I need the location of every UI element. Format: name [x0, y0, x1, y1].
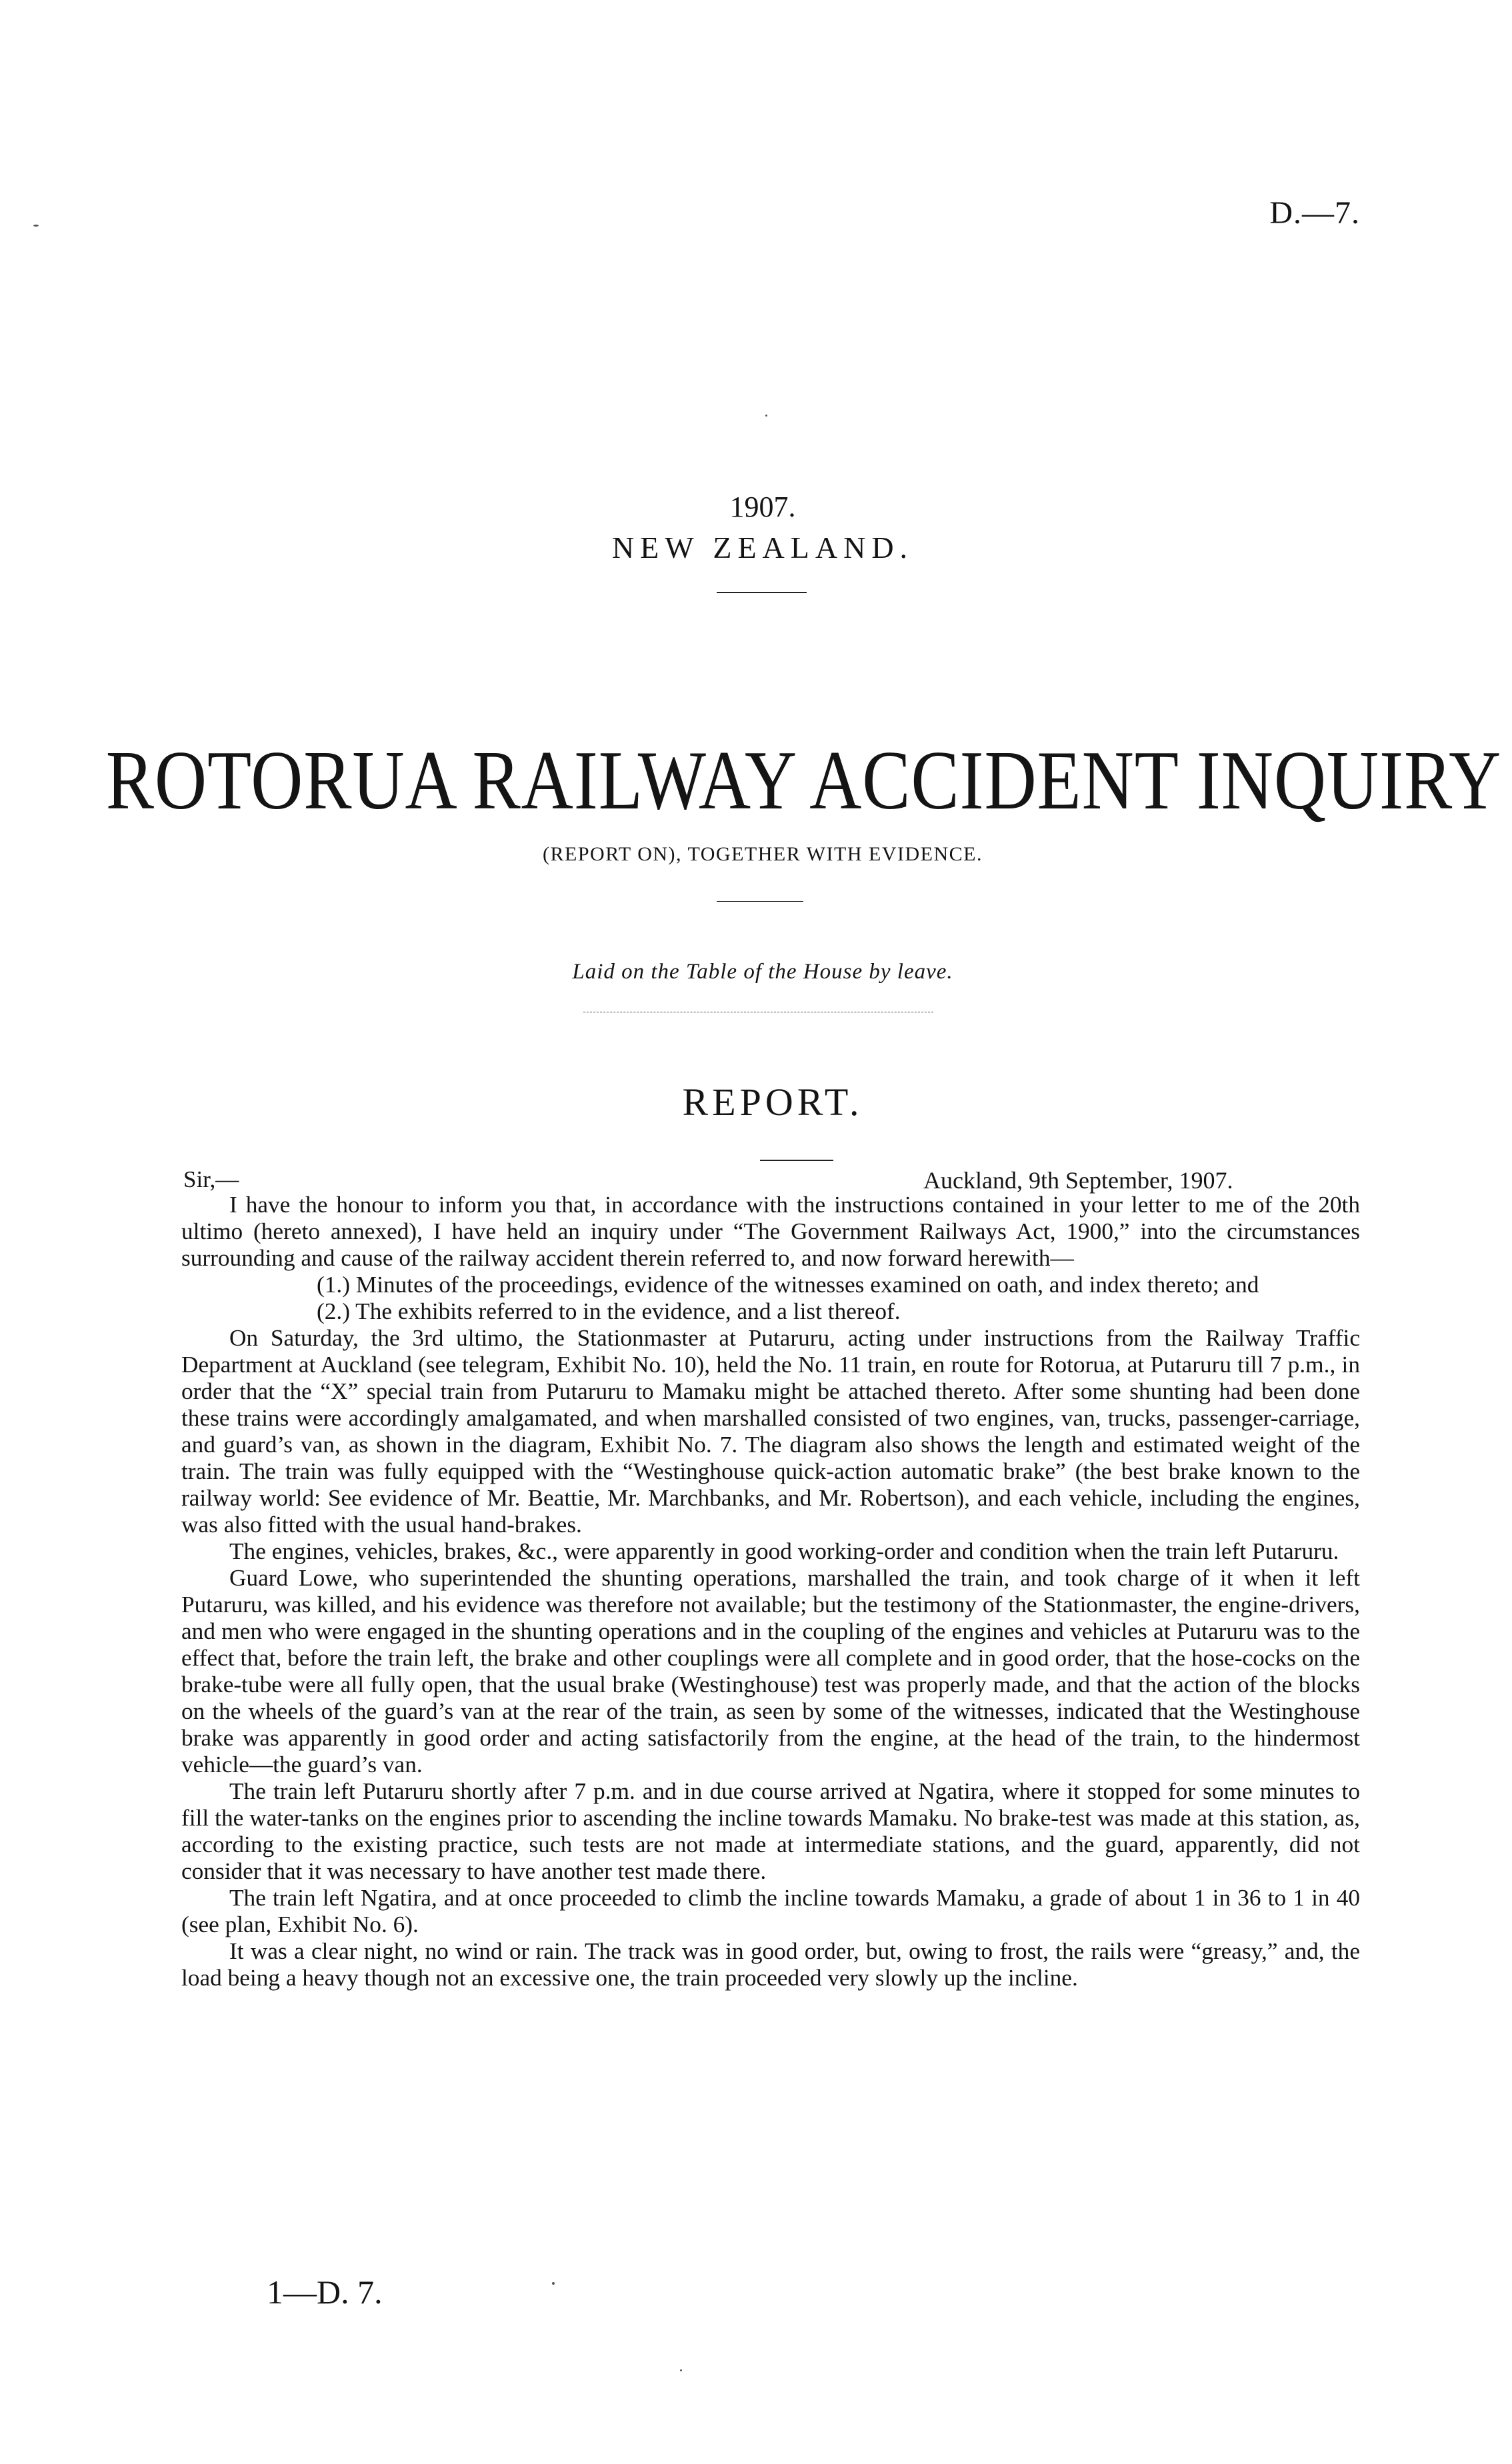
divider-rule: [717, 592, 807, 593]
dateline: Auckland, 9th September, 1907.: [923, 1167, 1233, 1194]
country-heading: NEW ZEALAND.: [611, 531, 914, 565]
report-heading: REPORT.: [682, 1080, 863, 1124]
divider-rule: [717, 901, 803, 902]
page-signature: 1—D. 7.: [267, 2273, 383, 2311]
document-subtitle: (REPORT ON), TOGETHER WITH EVIDENCE.: [543, 843, 983, 865]
document-reference: D.—7.: [1269, 195, 1360, 231]
laid-on-table-note: Laid on the Table of the House by leave.: [572, 960, 953, 984]
report-year: 1907.: [729, 491, 796, 523]
body-paragraph: Guard Lowe, who superintended the shunting operations, marshalled the train, and took charge of it when it left Putaruru, was killed, and his evidence was therefore not available; but the testimony of the Stationmaster, the engine-drivers, and men who were engaged in the shunting operations and in the coupling of the engines and vehicles at Putaruru was to the effect that, before the train left, the brake and other couplings were all complete and in good order, that the hose-cocks on the brake-tube were all fully open, that the usual brake (Westinghouse) test was properly made, and that the action of the blocks on the wheels of the guard’s van at the rear of the train, as seen by some of the witnesses, indicated that the Westinghouse brake was apparently in good order and acting satisfactorily from the engine, at the head of the train, to the hindermost vehicle—the guard’s van.: [181, 1565, 1360, 1778]
body-paragraph: On Saturday, the 3rd ultimo, the Stationmaster at Putaruru, acting under instructions from the Railway Traffic Department at Auckland (see telegram, Exhibit No. 10), held the No. 11 train, en route for Rotorua, at Putaruru till 7 p.m., in order that the “X” special train from Putaruru to Mamaku might be attached thereto. After some shunting had been done these trains were accordingly amalgamated, and when marshalled consisted of two engines, van, trucks, passenger-carriage, and guard’s van, as shown in the diagram, Exhibit No. 7. The diagram also shows the length and estimated weight of the train. The train was fully equipped with the “Westinghouse quick-action automatic brake” (the best brake known to the railway world: See evidence of Mr. Beattie, Mr. Marchbanks, and Mr. Robertson), and each vehicle, including the engines, was also fitted with the usual hand-brakes.: [181, 1325, 1360, 1538]
body-paragraph: The train left Putaruru shortly after 7 p.m. and in due course arrived at Ngatira, where it stopped for some minutes to fill the water-tanks on the engines prior to ascending the incline towards Mamaku. No brake-test was made at this station, as, according to the existing practice, such tests are not made at intermediate stations, and the guard, apparently, did not consider that it was necessary to have another test made there.: [181, 1778, 1360, 1884]
divider-rule: [760, 1160, 833, 1161]
salutation: Sir,—: [183, 1166, 239, 1192]
enumerated-item: (2.) The exhibits referred to in the evidence, and a list thereof.: [317, 1298, 901, 1324]
body-paragraph: It was a clear night, no wind or rain. The track was in good order, but, owing to frost, the rails were “greasy,” and, the load being a heavy though not an excessive one, the train proceeded very slowly up the incline.: [181, 1938, 1360, 1991]
document-title: ROTORUA RAILWAY ACCIDENT INQUIRY: [105, 734, 1502, 827]
stray-mark: [765, 415, 767, 417]
body-paragraph: I have the honour to inform you that, in accordance with the instructions contained in your letter to me of the 20th ultimo (hereto annexed), I have held an inquiry under “The Government Railways Act, 1900,” into the circumstances surrounding and cause of the railway accident therein referred to, and now forward herewith—: [181, 1192, 1360, 1271]
body-paragraph: The train left Ngatira, and at once proceeded to climb the incline towards Mamaku, a grade of about 1 in 36 to 1 in 40 (see plan, Exhibit No. 6).: [181, 1885, 1360, 1937]
stray-mark: [680, 2369, 682, 2371]
enumerated-item: (1.) Minutes of the proceedings, evidence of the witnesses examined on oath, and index thereto; and: [317, 1272, 1259, 1298]
body-paragraph: The engines, vehicles, brakes, &c., were apparently in good working-order and condition when the train left Putaruru.: [229, 1538, 1339, 1564]
report-body: [181, 1192, 1360, 1991]
stray-mark: [33, 225, 39, 227]
stray-mark: [552, 2282, 555, 2285]
